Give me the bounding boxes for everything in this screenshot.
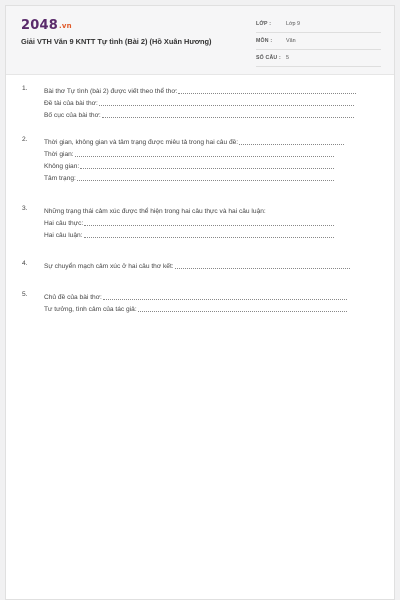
- question-prompt[interactable]: [44, 204, 344, 215]
- answer-dots: [239, 141, 344, 145]
- answer-dots: [99, 102, 354, 106]
- worksheet-title: Giải VTH Văn 9 KNTT Tự tình (Bài 2) (Hồ Xuân Hương): [21, 37, 212, 46]
- answer-dots: [75, 153, 334, 157]
- answer-line[interactable]: [44, 171, 334, 182]
- answer-line[interactable]: [44, 108, 354, 119]
- answer-line[interactable]: [44, 228, 334, 239]
- answer-label: Bố cục của bài thơ:: [44, 112, 101, 119]
- answer-dots: [178, 90, 356, 94]
- prompt-text: Sự chuyển mạch cảm xúc ở hai câu thơ kết:: [44, 263, 174, 270]
- logo-main: 2048: [21, 18, 58, 33]
- prompt-text: Những trạng thái cảm xúc được thể hiện trong hai câu thực và hai câu luận:: [44, 208, 266, 215]
- question-number: 5.: [22, 291, 28, 298]
- answer-dots: [103, 296, 347, 300]
- question-number: 2.: [22, 136, 28, 143]
- worksheet-page: [5, 5, 395, 600]
- meta-row-question-count: [256, 52, 381, 67]
- answer-dots: [77, 177, 334, 181]
- answer-line[interactable]: [44, 159, 334, 170]
- answer-dots: [84, 234, 335, 238]
- answer-line[interactable]: [44, 96, 354, 107]
- meta-value-class: Lớp 9: [286, 21, 301, 27]
- prompt-text: Thời gian, không gian và tâm trạng được miêu tả trong hai câu đề:: [44, 139, 239, 146]
- answer-line[interactable]: [44, 147, 334, 158]
- question-prompt[interactable]: [44, 84, 356, 95]
- meta-label-subject: MÔN :: [256, 38, 273, 44]
- prompt-text: Chủ đề của bài thơ:: [44, 294, 102, 301]
- answer-dots: [138, 308, 347, 312]
- question-number: 1.: [22, 85, 28, 92]
- worksheet-header: [6, 6, 394, 75]
- meta-value-subject: Văn: [286, 38, 296, 44]
- answer-label: Đề tài của bài thơ:: [44, 100, 98, 107]
- meta-row-subject: [256, 35, 381, 50]
- answer-label: Tư tưởng, tình cảm của tác giả:: [44, 306, 137, 313]
- answer-dots: [80, 165, 334, 169]
- answer-label: Thời gian:: [44, 151, 74, 158]
- question-number: 4.: [22, 260, 28, 267]
- question-number: 3.: [22, 205, 28, 212]
- meta-row-class: [256, 18, 381, 33]
- question-prompt[interactable]: [44, 259, 350, 270]
- meta-value-question-count: 5: [286, 55, 289, 61]
- worksheet-meta: [256, 18, 381, 69]
- answer-line[interactable]: [44, 216, 334, 227]
- question-prompt[interactable]: [44, 290, 347, 301]
- site-logo[interactable]: [21, 18, 72, 33]
- answer-line[interactable]: [44, 302, 347, 313]
- answer-label: Hai câu thực:: [44, 220, 84, 227]
- prompt-text: Bài thơ Tự tình (bài 2) được viết theo thể thơ:: [44, 88, 178, 95]
- answer-dots: [175, 265, 350, 269]
- answer-dots: [102, 114, 354, 118]
- meta-label-question-count: SỐ CÂU :: [256, 55, 281, 61]
- answer-dots: [84, 222, 334, 226]
- answer-label: Hai câu luận:: [44, 232, 83, 239]
- logo-suffix: .vn: [58, 22, 72, 30]
- answer-label: Không gian:: [44, 163, 80, 170]
- question-prompt[interactable]: [44, 135, 344, 146]
- meta-label-class: LỚP :: [256, 21, 272, 27]
- answer-label: Tâm trạng:: [44, 175, 76, 182]
